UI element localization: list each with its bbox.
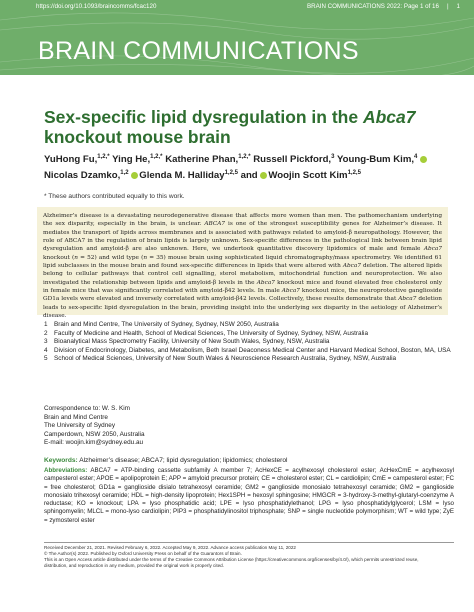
author-affiliation-marker: 4 [414,154,418,160]
correspondence-email[interactable]: E-mail: woojin.kim@sydney.edu.au [44,439,144,446]
affiliation-item [44,347,454,356]
abstract-segment: = 52) and wild type ( [77,254,144,261]
header-separator: | [446,3,449,10]
abstract-segment: Abca7 [342,263,361,270]
abstract-segment: Abca7 [398,296,417,303]
abstract-segment: = 35) mouse brain using sophisticated liquid chromatography/mass spectrometry. We identified 61 lipid subclasses in the mouse brain and found sex-specific differences in lipids that were altered with [43,254,442,270]
author-name: Nicolas Dzamko, [44,169,121,181]
author [165,154,250,165]
author-name: Russell Pickford, [253,154,332,165]
correspondence-line: Correspondence to: W. S. Kim [44,405,130,412]
abbreviations [44,467,454,525]
affiliation-number: 1 [44,321,48,328]
correspondence-block [44,405,145,448]
author [112,154,162,165]
author-name: and [240,169,258,181]
abstract-text [43,212,442,320]
author-name: Woojin Scott Kim [268,169,348,181]
affiliation-text: Faculty of Medicine and Health, School of Medical Sciences, The University of Sydney, Sydney, NSW, Australia [54,329,368,337]
author-affiliation-marker: 1,2,* [150,154,163,160]
author [337,154,417,165]
abstract-segment: knockout mice, the neuroprotective ganglioside GD1a levels were elevated and inversely correlated with amyloid-β42 levels. Collectively, these results demonstrate that [43,288,443,303]
affiliation-number: 2 [44,329,48,337]
abstract-segment: knockout ( [43,254,75,261]
affiliation-item [44,321,454,330]
author-affiliation-marker: 3 [331,154,335,160]
affiliation-list [44,321,454,364]
abstract-segment: Abca7 [256,279,275,286]
footer-divider [44,542,454,543]
abstract-segment: ABCA7 [204,221,226,228]
author-affiliation-marker: 1,2,* [97,154,110,160]
orcid-icon[interactable] [131,172,138,179]
abstract-segment: is one of the strongest susceptibility genes for Alzheimer’s disease. It mediates the transport of lipids across membranes and is associated with pathways related to amyloid-β neuropathology. However, the role of ABCA7 in the regulation of brain lipids is largely unknown. Sex-specific differences in the pathological link between brain lipid dysregulation and amyloid-β are also unknown. Here, we undertook quantitative discovery lipidomics of male and female [43,221,442,253]
page-number: 1 [456,3,460,10]
journal-issue: BRAIN COMMUNICATIONS 2022: Page 1 of 16 [307,3,439,10]
author [131,170,238,181]
abstract-segment: deletion. The altered lipids belong to cellular pathways that control cell signalling, sterol metabolism, mitochondrial function and neuroprotection. We also investigated the relationship between lipids and amyloid-β levels in the [43,263,442,286]
affiliation-item [44,330,454,339]
abbreviations-text: ABCA7 = ATP-binding cassette subfamily A member 7; AcHexCE = acylhexosyl cholesterol ester; AcHexCmE = acylhexosyl campesterol ester; APOE = apolipoprotein E; APP = amyloid precursor protein; CE = cholesterol ester; CL = cardiolipin; CmE = campesterol ester; FC = free cholesterol; GD1a = ganglioside disialo tetrahexosyl ceramide; GM2 = ganglioside monosialo tetrahexosyl ceramide; GM2 = ganglioside monosialo trihexosyl ceramide; HDL = high-density lipoprotein; Hex1SPH = hexosyl sphingosine; HMGCR = 3-hydroxy-3-methyl-glutaryl-coenzyme A reductase; KO = knockout; LPA = lyso phosphatidic acid; LPE = lyso phosphatidylethanol; LPG = lyso phosphatidylglycerol; LSM = lyso sphingomyelin; MLCL = mono-lyso cardiolipin; PIP3 = phosphatidylinositol triphosphate; SNP = single nucleotide polymorphism; WT = wild type; ZyE = zymosterol ester [44,467,454,524]
abstract-segment: Abca7 [423,246,442,253]
footer-line: © The Author(s) 2022. Published by Oxford University Press on behalf of the Guarantors of Brain. [44,551,242,557]
abbreviations-label: Abbreviations: [44,467,88,474]
article-title [44,107,444,147]
author-affiliation-marker: 1,2 [120,169,129,176]
footer-notes [44,545,454,569]
journal-title: BRAIN COMMUNICATIONS [38,37,359,65]
affiliation-text: Bioanalytical Mass Spectrometry Facility, University of New South Wales, Sydney, NSW, Australia [54,338,330,346]
author-affiliation-marker: 1,2,5 [224,169,238,176]
author-name: Young-Bum Kim, [336,154,415,165]
author-name: Glenda M. Halliday [139,169,225,181]
keywords-text: Alzheimer’s disease; ABCA7; lipid dysregulation; lipidomics; cholesterol [79,457,288,464]
affiliation-number: 3 [44,338,48,346]
equal-contribution-note: * These authors contributed equally to this work. [44,193,185,200]
affiliation-text: School of Medical Sciences, University of New South Wales & Neuroscience Research Australia, Sydney, NSW, Australia [54,355,397,363]
footer-line: distribution, and reproduction in any medium, provided the original work is properly cited. [44,563,225,569]
author [260,170,361,181]
affiliation-item [44,355,454,364]
correspondence-line: The University of Sydney [44,422,116,429]
affiliation-number: 4 [44,346,48,354]
author-name: Ying He, [112,154,151,165]
keywords-label: Keywords: [44,457,78,464]
journal-banner [0,0,474,75]
author-affiliation-marker: 1,2,5 [347,169,361,176]
author [253,154,334,165]
title-gene: Abca7 [362,107,416,127]
author-affiliation-marker: 1,2,* [238,154,251,160]
title-text-end: knockout mouse brain [44,127,231,147]
affiliation-text: Division of Endocrinology, Diabetes, and Metabolism, Beth Israel Deaconess Medical Center and Harvard Medical School, Boston, MA, USA [54,346,451,354]
running-header [36,3,460,13]
footer-line: This is an Open Access article distributed under the terms of the Creative Commons Attribution License (https://creativecommons.org/licenses/by/4.0/), which permits unrestricted reuse, [44,557,419,563]
footer-line: Received December 21, 2021. Revised February 6, 2022. Accepted May 9, 2022. Advance access publication May 11, 2022 [44,545,296,550]
abstract-segment: n [143,254,148,261]
author-list [44,151,454,182]
affiliation-number: 5 [44,355,48,363]
abstract-segment: deletion leads to sex-specific lipid dysregulation in the brain, providing insight into the underlying sex disparity in the aetiology of Alzheimer’s disease. [43,296,442,320]
correspondence-line: Camperdown, NSW 2050, Australia [44,430,145,438]
author-name: YuHong Fu, [44,154,98,165]
abstract-segment: n [74,254,78,261]
abstract-segment: knockout mice and found elevated free cholesterol only in female mice that was significantly correlated with amyloid-β42 levels. In male [43,279,442,295]
author [241,170,258,181]
abstract-segment: Abca7 [281,288,300,295]
orcid-icon[interactable] [420,156,427,163]
correspondence-line: Brain and Mind Centre [44,413,108,421]
affiliation-item [44,338,454,347]
author [44,154,110,165]
orcid-icon[interactable] [260,172,267,179]
title-text: Sex-specific lipid dysregulation in the [44,107,363,127]
abstract-segment: Alzheimer’s disease is a devastating neurodegenerative disease that affects more women than men. The pathomechanism underlying the sex disparity, especially in the brain, is unclear. [43,213,442,228]
affiliation-text: Brain and Mind Centre, The University of Sydney, Sydney, NSW 2050, Australia [54,321,279,328]
doi-link[interactable]: https://doi.org/10.1093/braincomms/fcac120 [36,3,157,10]
author-name: Katherine Phan, [165,154,239,165]
abstract-box [37,207,448,320]
keywords [44,457,454,464]
